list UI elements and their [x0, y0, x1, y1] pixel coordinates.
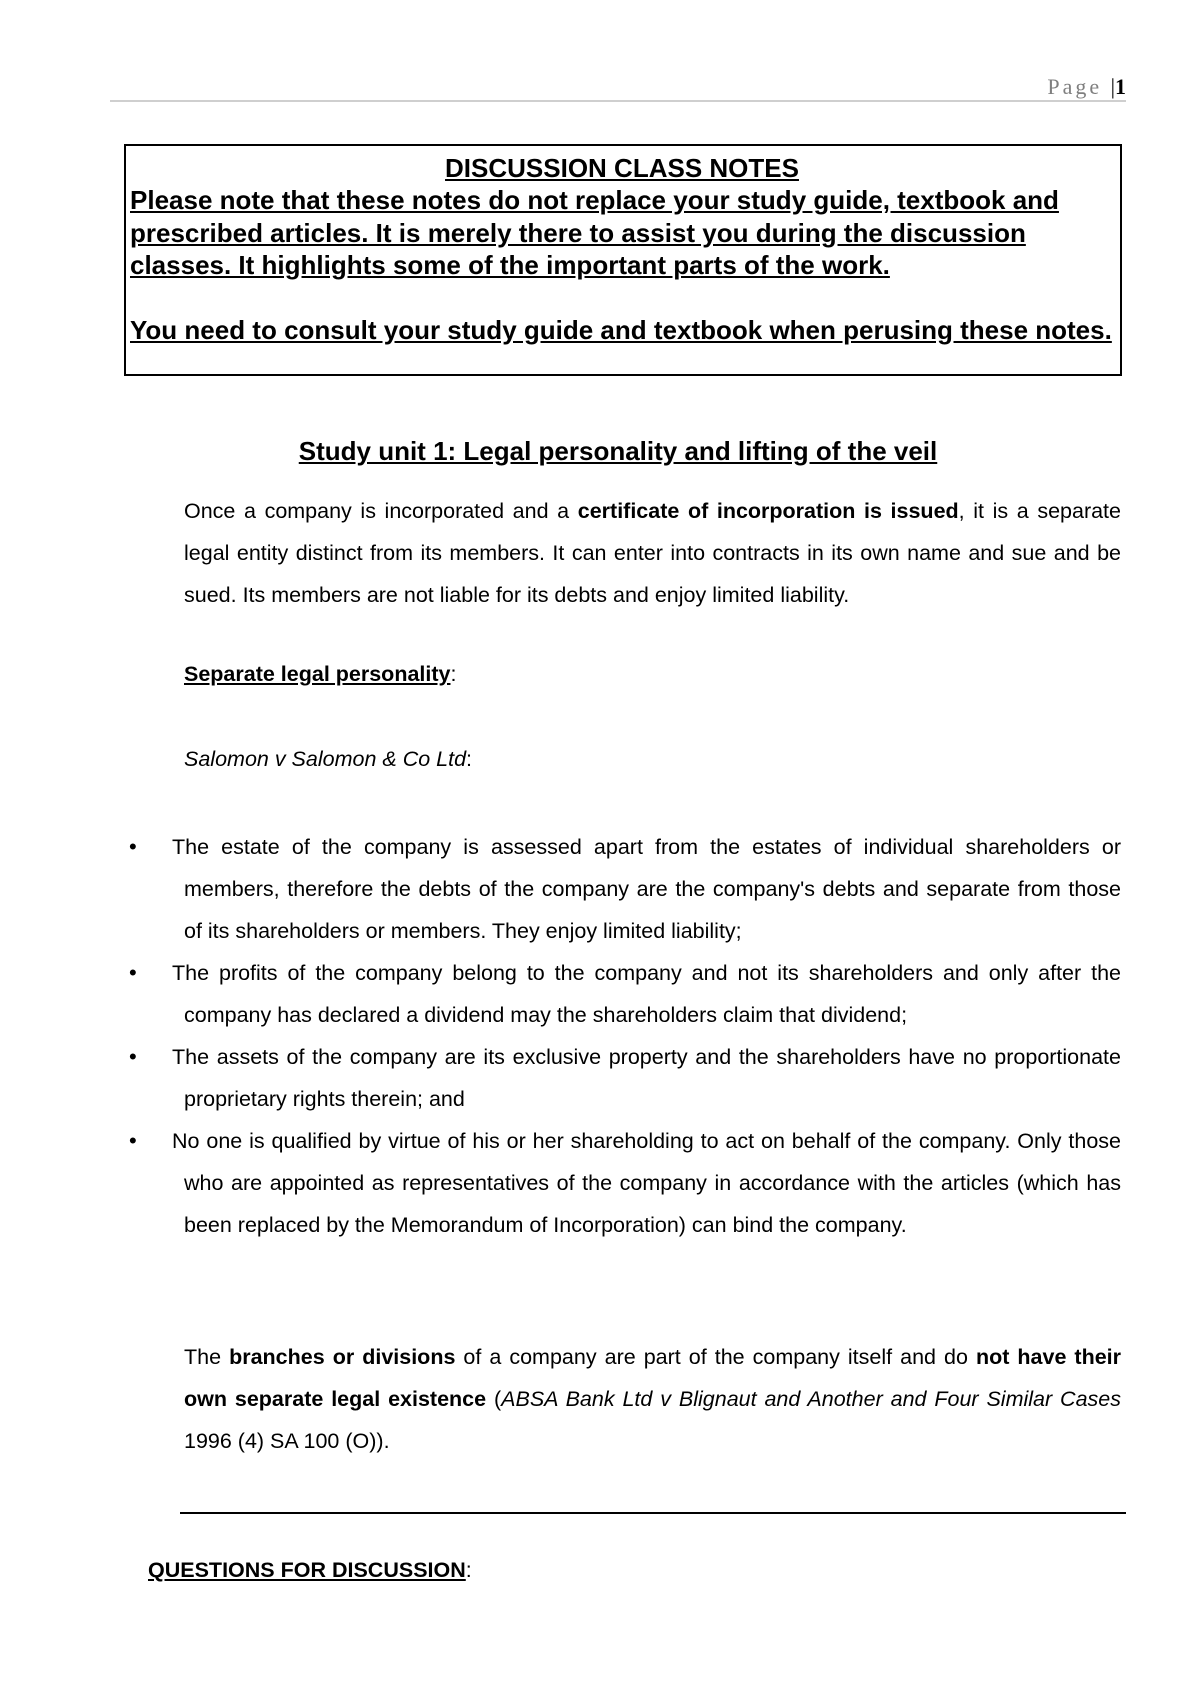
notice-title: DISCUSSION CLASS NOTES: [445, 153, 799, 183]
page-separator: |: [1110, 74, 1115, 99]
page-number: 1: [1115, 74, 1126, 99]
list-item: [124, 826, 1121, 952]
list-item: [124, 952, 1121, 1036]
branches-bold-1: branches or divisions: [229, 1345, 456, 1369]
questions-colon: :: [465, 1558, 472, 1582]
list-item-text: The assets of the company are its exclusive property and the shareholders have no proportionate proprietary rights therein; and: [172, 1045, 1121, 1111]
branches-bold-2: not have their own separate legal existence: [184, 1345, 1122, 1411]
intro-paragraph: [184, 490, 1121, 616]
branches-text-3: (: [486, 1387, 502, 1411]
branches-case-citation: ABSA Bank Ltd v Blignaut and Another and Four Similar Cases: [501, 1387, 1121, 1411]
case-name-text: Salomon v Salomon & Co Ltd: [184, 747, 467, 771]
bullet-icon: •: [129, 960, 137, 985]
list-item-text: The profits of the company belong to the company and not its shareholders and only after the company has declared a dividend may the shareholders claim that dividend;: [172, 961, 1121, 1027]
bullet-icon: •: [129, 1044, 137, 1069]
case-colon: :: [466, 747, 473, 771]
intro-text-2: , it is a separate legal entity distinct from its members. It can enter into contracts in its own name and sue and be sued. Its members are not liable for its debts and enjoy limited liability.: [184, 499, 1121, 607]
branches-text-4: 1996 (4) SA 100 (O)).: [184, 1429, 390, 1453]
case-name: [184, 747, 472, 772]
study-unit-heading: Study unit 1: Legal personality and lifting of the veil: [298, 436, 938, 466]
notice-line-1: Please note that these notes do not replace your study guide, textbook and prescribed articles. It is merely there to assist you during the discussion classes. It highlights some of the important parts of the work.: [130, 185, 1059, 280]
divider: [180, 1512, 1126, 1514]
list-item-text: No one is qualified by virtue of his or her shareholding to act on behalf of the company. Only those who are appointed as representatives of the company in accordance with the articles (which has been replaced by the Memorandum of Incorporation) can bind the company.: [172, 1129, 1121, 1237]
bullet-icon: •: [129, 834, 137, 859]
list-item: [124, 1120, 1121, 1246]
intro-bold: certificate of incorporation is issued: [577, 499, 959, 523]
notice-box: [124, 144, 1122, 376]
bullet-icon: •: [129, 1128, 137, 1153]
subheading-colon: :: [450, 662, 457, 686]
branches-text-1: The: [184, 1345, 230, 1369]
list-item: [124, 1036, 1121, 1120]
salomon-principles-list: [124, 826, 1121, 1246]
subheading-separate-legal-personality: [184, 662, 456, 687]
page-header: [110, 70, 1126, 102]
questions-heading-text: QUESTIONS FOR DISCUSSION: [148, 1558, 466, 1582]
questions-heading: [148, 1558, 472, 1583]
notice-line-2: You need to consult your study guide and textbook when perusing these notes.: [130, 314, 1112, 345]
intro-text-1: Once a company is incorporated and a: [184, 499, 578, 523]
subheading-text: Separate legal personality: [184, 662, 451, 686]
page-number-label: [1047, 74, 1126, 100]
page-word: Page: [1047, 74, 1103, 99]
branches-paragraph: [184, 1336, 1121, 1462]
list-item-text: The estate of the company is assessed apart from the estates of individual shareholders or members, therefore the debts of the company are the company's debts and separate from those of its shareholders or members. They enjoy limited liability;: [172, 835, 1121, 943]
branches-text-2: of a company are part of the company itself and do: [455, 1345, 976, 1369]
